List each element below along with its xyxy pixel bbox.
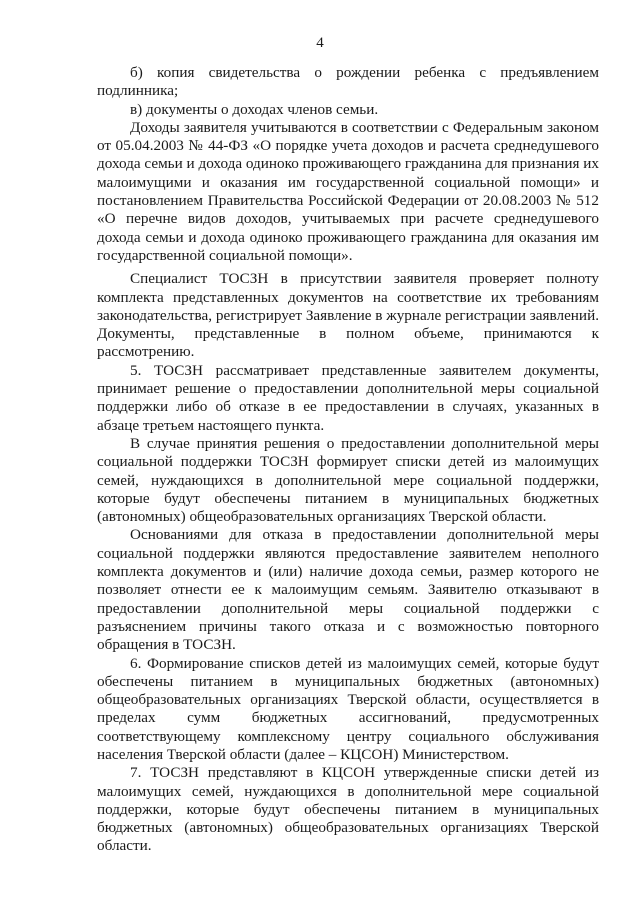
paragraph-specialist-check: Специалист ТОСЗН в присутствии заявителя проверяет полноту комплекта представленных документов на соответствие их требованиям законодательства, регистрирует Заявление в журнале регистрации заявлений. Документы, представленные в полном объеме, принимаются к рассмотрению. bbox=[97, 270, 599, 361]
page-number: 4 bbox=[316, 35, 324, 51]
paragraph-refusal-grounds: Основаниями для отказа в предоставлении дополнительной меры социальной поддержки являются предоставление заявителем неполного комплекта документов и (или) наличие дохода семьи, размер которого не позволяет отнести ее к малоимущим семьям. Заявителю отказывают в предоставлении дополнительной меры социальной поддержки с разъяснением причины такого отказа и с возможностью повторного обращения в ТОСЗН. bbox=[97, 526, 599, 654]
paragraph-income-documents: в) документы о доходах членов семьи. bbox=[130, 100, 379, 118]
paragraph-income-law: Доходы заявителя учитываются в соответствии с Федеральным законом от 05.04.2003 № 44-ФЗ «О порядке учета доходов и расчета среднедушевого дохода семьи и дохода одиноко проживающего гражданина для признания их малоимущими и оказания им государственной социальной помощи» и постановлением Правительства Российской Федерации от 20.08.2003 № 512 «О перечне видов доходов, учитываемых при расчете среднедушевого дохода семьи и дохода одиноко проживающего гражданина для оказания им государственной социальной помощи». bbox=[97, 118, 599, 264]
paragraph-item-5: 5. ТОСЗН рассматривает представленные заявителем документы, принимает решение о предоставлении дополнительной меры социальной поддержки либо об отказе в ее предоставлении в случаях, указанных в абзаце третьем настоящего пункта. bbox=[97, 361, 599, 434]
paragraph-item-7: 7. ТОСЗН представляют в КЦСОН утвержденные списки детей из малоимущих семей, нуждающихся в дополнительной мере социальной поддержки, которые будут обеспечены питанием в муниципальных бюджетных (автономных) общеобразовательных организациях Тверской области. bbox=[97, 764, 599, 855]
paragraph-decision-lists: В случае принятия решения о предоставлении дополнительной меры социальной поддержки ТОСЗН формирует списки детей из малоимущих семей, нуждающихся в дополнительной мере социальной поддержки, которые будут обеспечены питанием в муниципальных бюджетных (автономных) общеобразовательных организациях Тверской области. bbox=[97, 434, 599, 526]
paragraph-item-6: 6. Формирование списков детей из малоимущих семей, которые будут обеспечены питанием в муниципальных бюджетных (автономных) общеобразовательных организациях Тверской области, осуществляется в пределах сумм бюджетных ассигнований, предусмотренных соответствующему комплексному центру социального обслуживания населения Тверской области (далее – КЦСОН) Министерством. bbox=[97, 654, 599, 763]
document-body bbox=[97, 64, 599, 856]
paragraph-birth-certificate: б) копия свидетельства о рождении ребенка с предъявлением подлинника; bbox=[97, 64, 599, 100]
